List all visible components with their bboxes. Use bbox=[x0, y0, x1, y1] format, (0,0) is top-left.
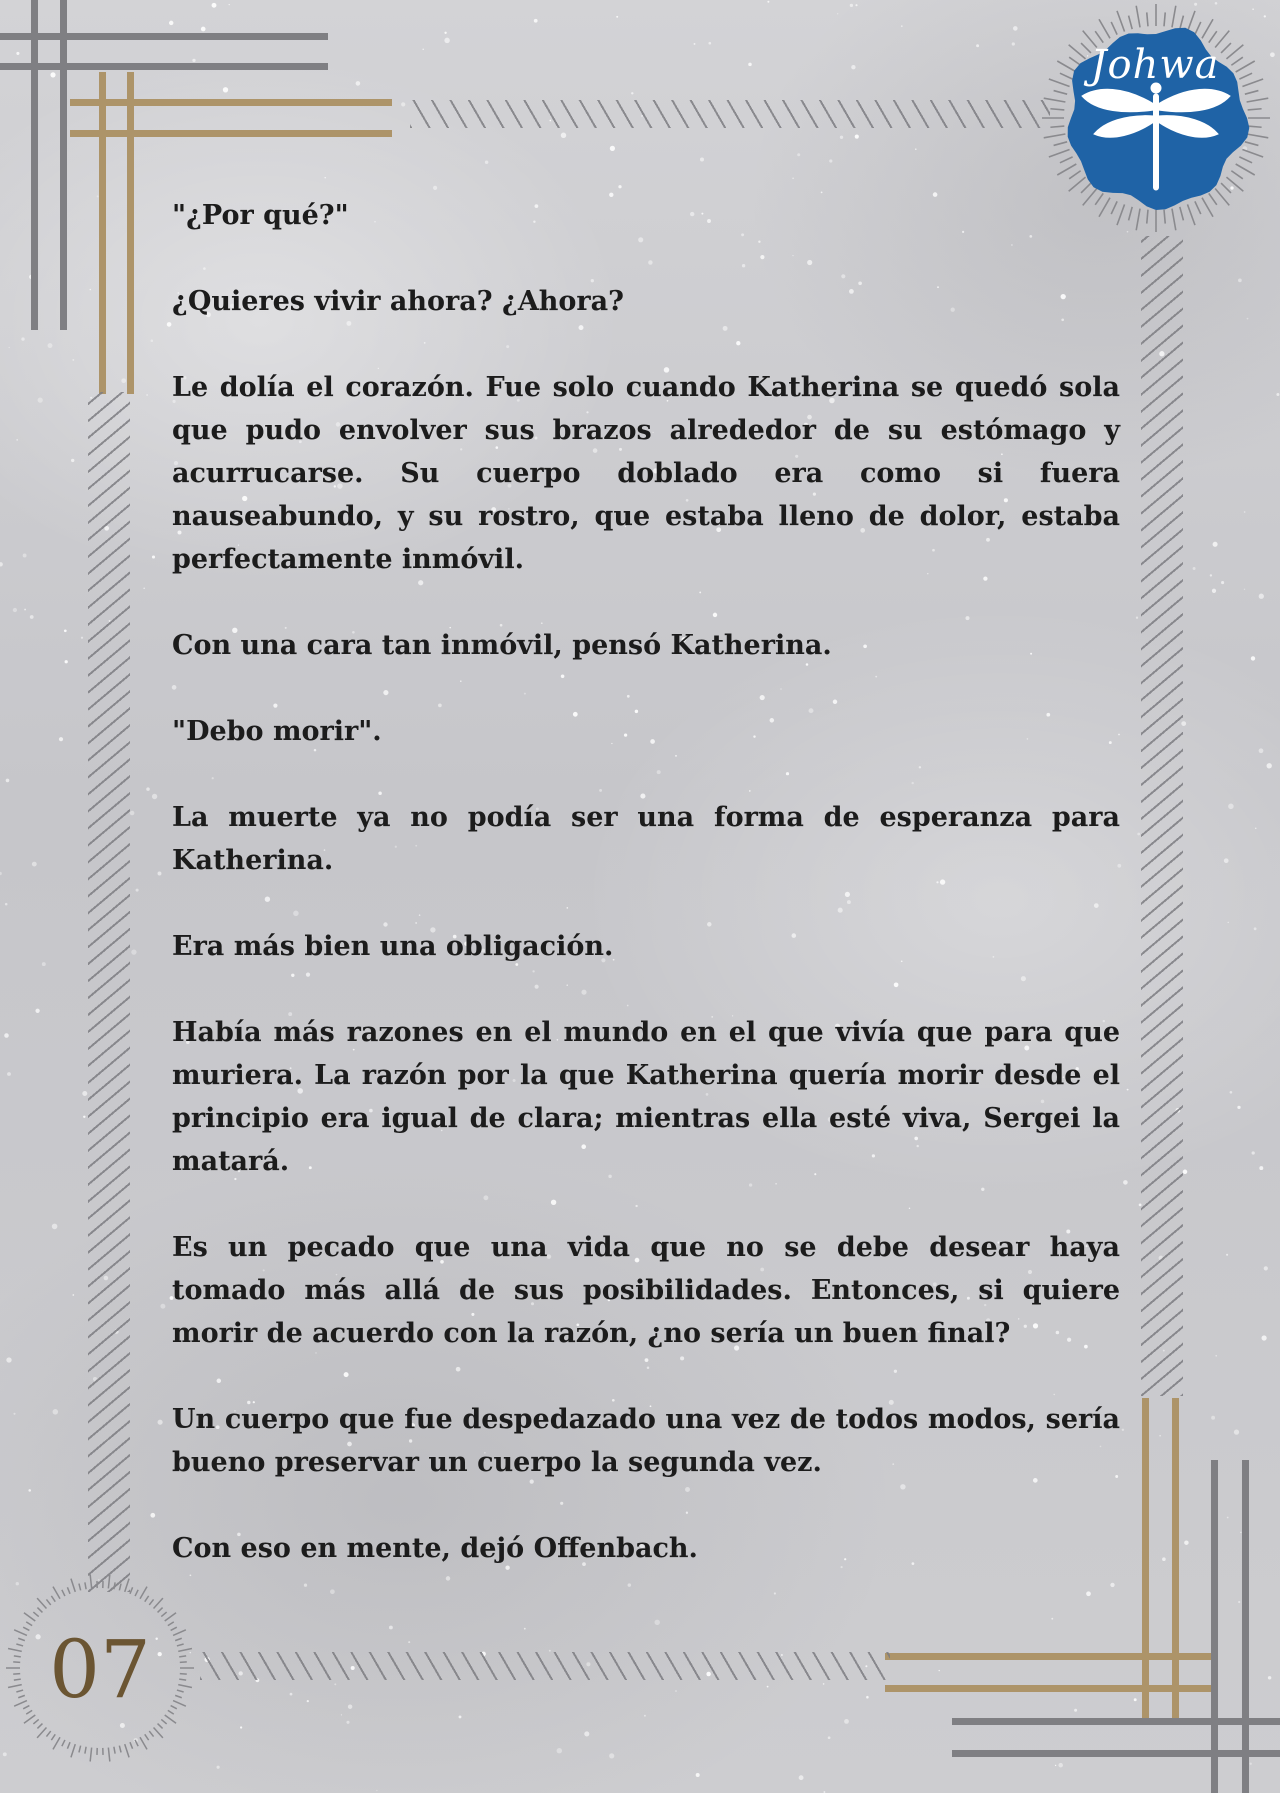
paragraph: Había más razones en el mundo en el que vivía que para que muriera. La razón por la que Katherina quería morir desde el principio era igual de clara; mientras ella esté viva, Sergei la matará. bbox=[172, 1017, 1120, 1177]
paragraph: Le dolía el corazón. Fue solo cuando Katherina se quedó sola que pudo envolver sus brazos alrededor de su estómago y acurrucarse. Su cuerpo doblado era como si fuera nauseabundo, y su rostro, que estaba lleno de dolor, estaba perfectamente inmóvil. bbox=[172, 372, 1120, 575]
paragraph: Un cuerpo que fue despedazado una vez de todos modos, sería bueno preservar un cuerpo la segunda vez. bbox=[172, 1404, 1120, 1478]
paragraph: Con una cara tan inmóvil, pensó Katherina. bbox=[172, 630, 832, 661]
paragraph: ¿Quieres vivir ahora? ¿Ahora? bbox=[172, 286, 624, 317]
frame-line bbox=[70, 130, 392, 137]
frame-line bbox=[60, 0, 67, 330]
frame-line bbox=[885, 1685, 1215, 1692]
frame-line bbox=[0, 33, 328, 40]
hatched-border-top bbox=[410, 100, 1050, 128]
hatched-border-right bbox=[1141, 236, 1183, 1396]
hatched-border-left bbox=[88, 392, 130, 1592]
frame-line bbox=[1172, 1398, 1179, 1720]
frame-line bbox=[952, 1718, 1280, 1725]
paragraph: "Debo morir". bbox=[172, 716, 382, 747]
frame-line bbox=[1242, 1460, 1249, 1793]
paragraph: "¿Por qué?" bbox=[172, 200, 349, 231]
frame-line bbox=[31, 0, 38, 330]
frame-line bbox=[0, 63, 328, 70]
frame-line bbox=[885, 1653, 1215, 1660]
hatched-border-bottom bbox=[200, 1652, 890, 1680]
frame-line bbox=[70, 99, 392, 106]
frame-line bbox=[952, 1750, 1280, 1757]
page-number: 07 bbox=[49, 1623, 151, 1716]
paragraph: Es un pecado que una vida que no se debe desear haya tomado más allá de sus posibilidades. Entonces, si quiere morir de acuerdo con la razón, ¿no sería un buen final? bbox=[172, 1232, 1120, 1349]
logo-text: Johwa bbox=[1090, 42, 1220, 88]
frame-line bbox=[1211, 1460, 1218, 1793]
frame-line bbox=[1142, 1398, 1149, 1720]
frame-line bbox=[99, 72, 106, 394]
body-text bbox=[172, 194, 1120, 1613]
frame-line bbox=[127, 72, 134, 394]
paragraph: Era más bien una obligación. bbox=[172, 931, 614, 962]
paragraph: La muerte ya no podía ser una forma de esperanza para Katherina. bbox=[172, 802, 1120, 876]
paragraph: Con eso en mente, dejó Offenbach. bbox=[172, 1533, 698, 1564]
